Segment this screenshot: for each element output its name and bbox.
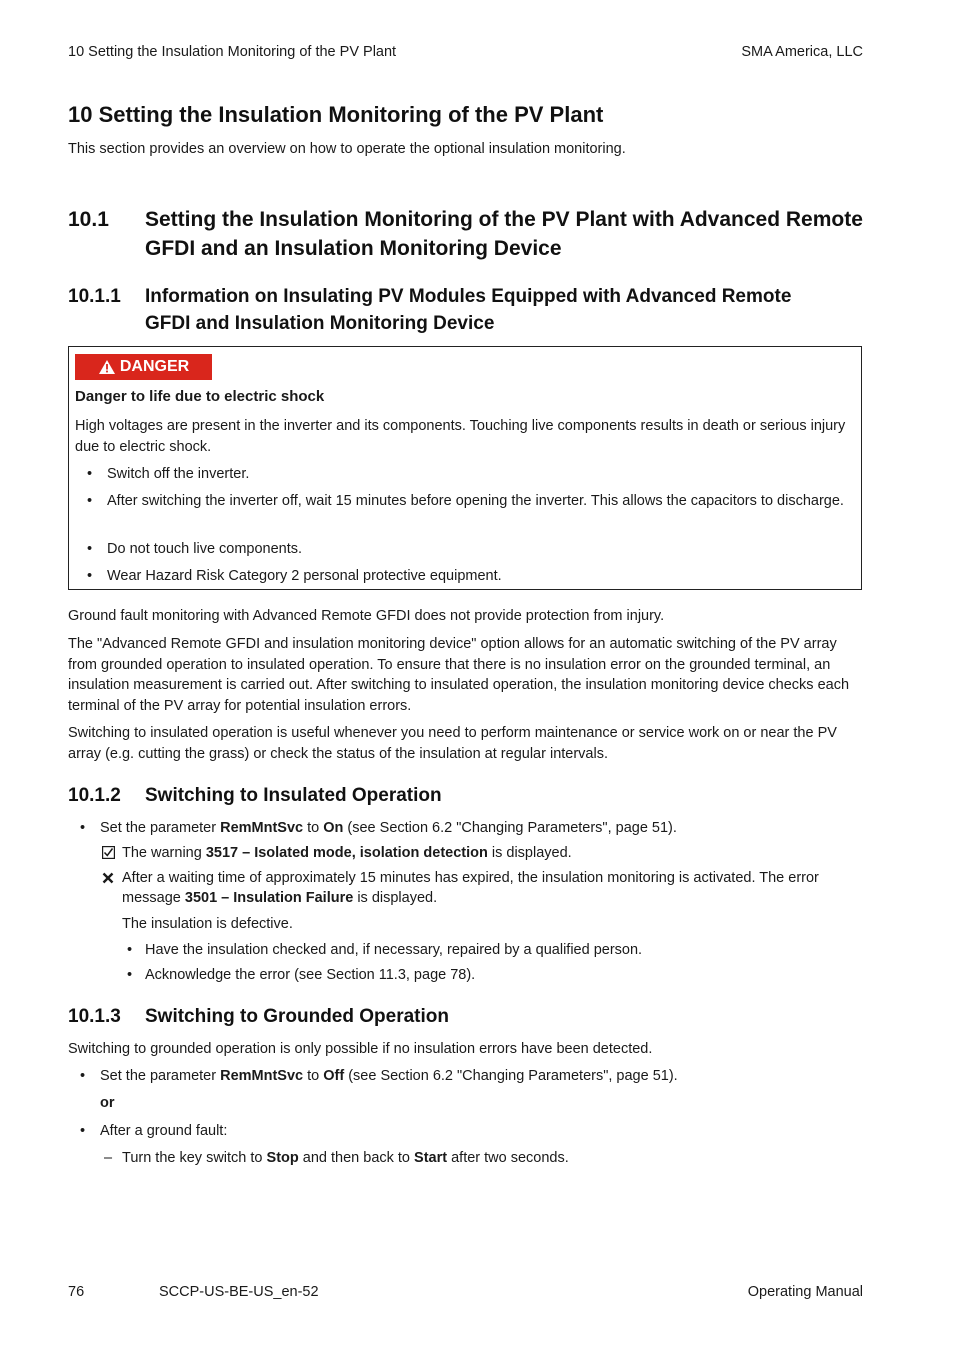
- bullet-icon: •: [127, 942, 133, 958]
- danger-body: High voltages are present in the inverter and its components. Touching live components results in death or serious injury due to electric shock.: [75, 418, 846, 455]
- bullet-icon: •: [80, 1123, 86, 1139]
- procedure-step: • After a ground fault:: [80, 1123, 228, 1139]
- danger-list-item: • After switching the inverter off, wait 15 minutes before opening the inverter. This allows the capacitors to discharge.: [75, 491, 855, 512]
- subsection-number: 10.1.2: [68, 785, 121, 806]
- document-id: SCCP-US-BE-US_en-52: [159, 1284, 319, 1300]
- bullet-icon: •: [87, 493, 93, 509]
- cross-icon: [102, 872, 114, 884]
- page-number: 76: [68, 1284, 85, 1300]
- danger-list-item: • Wear Hazard Risk Category 2 personal protective equipment.: [75, 566, 855, 587]
- paragraph: The "Advanced Remote GFDI and insulation monitoring device" option allows for an automatic switching of the PV array from grounded operation to insulated operation. To ensure that there is no insulation error on the grounded terminal, an insulation measurement is carried out. After switching to insulated operation, the insulation monitoring device checks each terminal of the PV array for potential insulation errors.: [68, 636, 850, 714]
- subsection-heading-10-1-2: [68, 782, 442, 809]
- bullet-icon: •: [80, 1068, 86, 1084]
- section-heading-10-1: [68, 205, 868, 263]
- subsection-heading-10-1-1: [68, 283, 868, 337]
- subsection-title: Switching to Insulated Operation: [145, 785, 442, 806]
- bullet-icon: •: [127, 967, 133, 983]
- sub-step: – Turn the key switch to Stop and then back to Start after two seconds.: [104, 1150, 569, 1166]
- section-number: 10.1: [68, 208, 109, 231]
- subsection-title-line1: Information on Insulating PV Modules Equipped with Advanced Remote: [145, 286, 792, 307]
- section-title-line1: Setting the Insulation Monitoring of the PV Plant with Advanced Remote: [145, 208, 863, 231]
- subsection-heading-10-1-3: [68, 1003, 449, 1030]
- danger-list-item: • Switch off the inverter.: [75, 464, 855, 485]
- running-header-company: SMA America, LLC: [741, 44, 863, 60]
- section-title-line2: GFDI and an Insulation Monitoring Device: [145, 237, 562, 260]
- bullet-icon: •: [87, 541, 93, 557]
- bullet-icon: •: [87, 568, 93, 584]
- running-header-section: 10 Setting the Insulation Monitoring of the PV Plant: [68, 44, 397, 60]
- sub-step: • Acknowledge the error (see Section 11.3, page 78).: [127, 967, 476, 983]
- paragraph: Switching to insulated operation is useful whenever you need to perform maintenance or service work on or near the PV array (e.g. cutting the grass) or check the status of the insulation at regular intervals.: [68, 725, 837, 762]
- sub-step: • Have the insulation checked and, if necessary, repaired by a qualified person.: [127, 942, 643, 958]
- bullet-icon: •: [87, 466, 93, 482]
- danger-title: Danger to life due to electric shock: [75, 388, 325, 405]
- manual-name: Operating Manual: [747, 1284, 863, 1300]
- danger-notice: [68, 346, 862, 590]
- procedure-step: • Set the parameter RemMntSvc to Off (see Section 6.2 "Changing Parameters", page 51).: [80, 1068, 678, 1084]
- subsection-title-line2: GFDI and Insulation Monitoring Device: [145, 313, 495, 334]
- result-error: After a waiting time of approximately 15 minutes has expired, the insulation monitoring is activated. The error message 3501 – Insulation Failure is displayed.: [102, 869, 862, 908]
- bullet-icon: •: [80, 820, 86, 836]
- danger-badge: [75, 354, 212, 380]
- defect-note: The insulation is defective.: [122, 916, 293, 932]
- subsection-title: Switching to Grounded Operation: [145, 1006, 449, 1027]
- or-separator: or: [100, 1095, 115, 1111]
- paragraph: Switching to grounded operation is only possible if no insulation errors have been detected.: [68, 1041, 653, 1057]
- procedure-step: • Set the parameter RemMntSvc to On (see Section 6.2 "Changing Parameters", page 51).: [80, 820, 677, 836]
- subsection-number: 10.1.3: [68, 1006, 121, 1027]
- warning-triangle-icon: [98, 359, 116, 375]
- subsection-number: 10.1.1: [68, 286, 121, 307]
- chapter-intro: This section provides an overview on how to operate the optional insulation monitoring.: [68, 141, 626, 157]
- danger-list-item: • Do not touch live components.: [75, 539, 855, 560]
- paragraph: Ground fault monitoring with Advanced Remote GFDI does not provide protection from injury.: [68, 608, 665, 624]
- danger-badge-label: DANGER: [119, 358, 190, 375]
- checkbox-checked-icon: [102, 846, 115, 859]
- dash-icon: –: [104, 1150, 113, 1166]
- chapter-title: 10 Setting the Insulation Monitoring of the PV Plant: [68, 102, 604, 127]
- result-ok: The warning 3517 – Isolated mode, isolation detection is displayed.: [102, 843, 862, 863]
